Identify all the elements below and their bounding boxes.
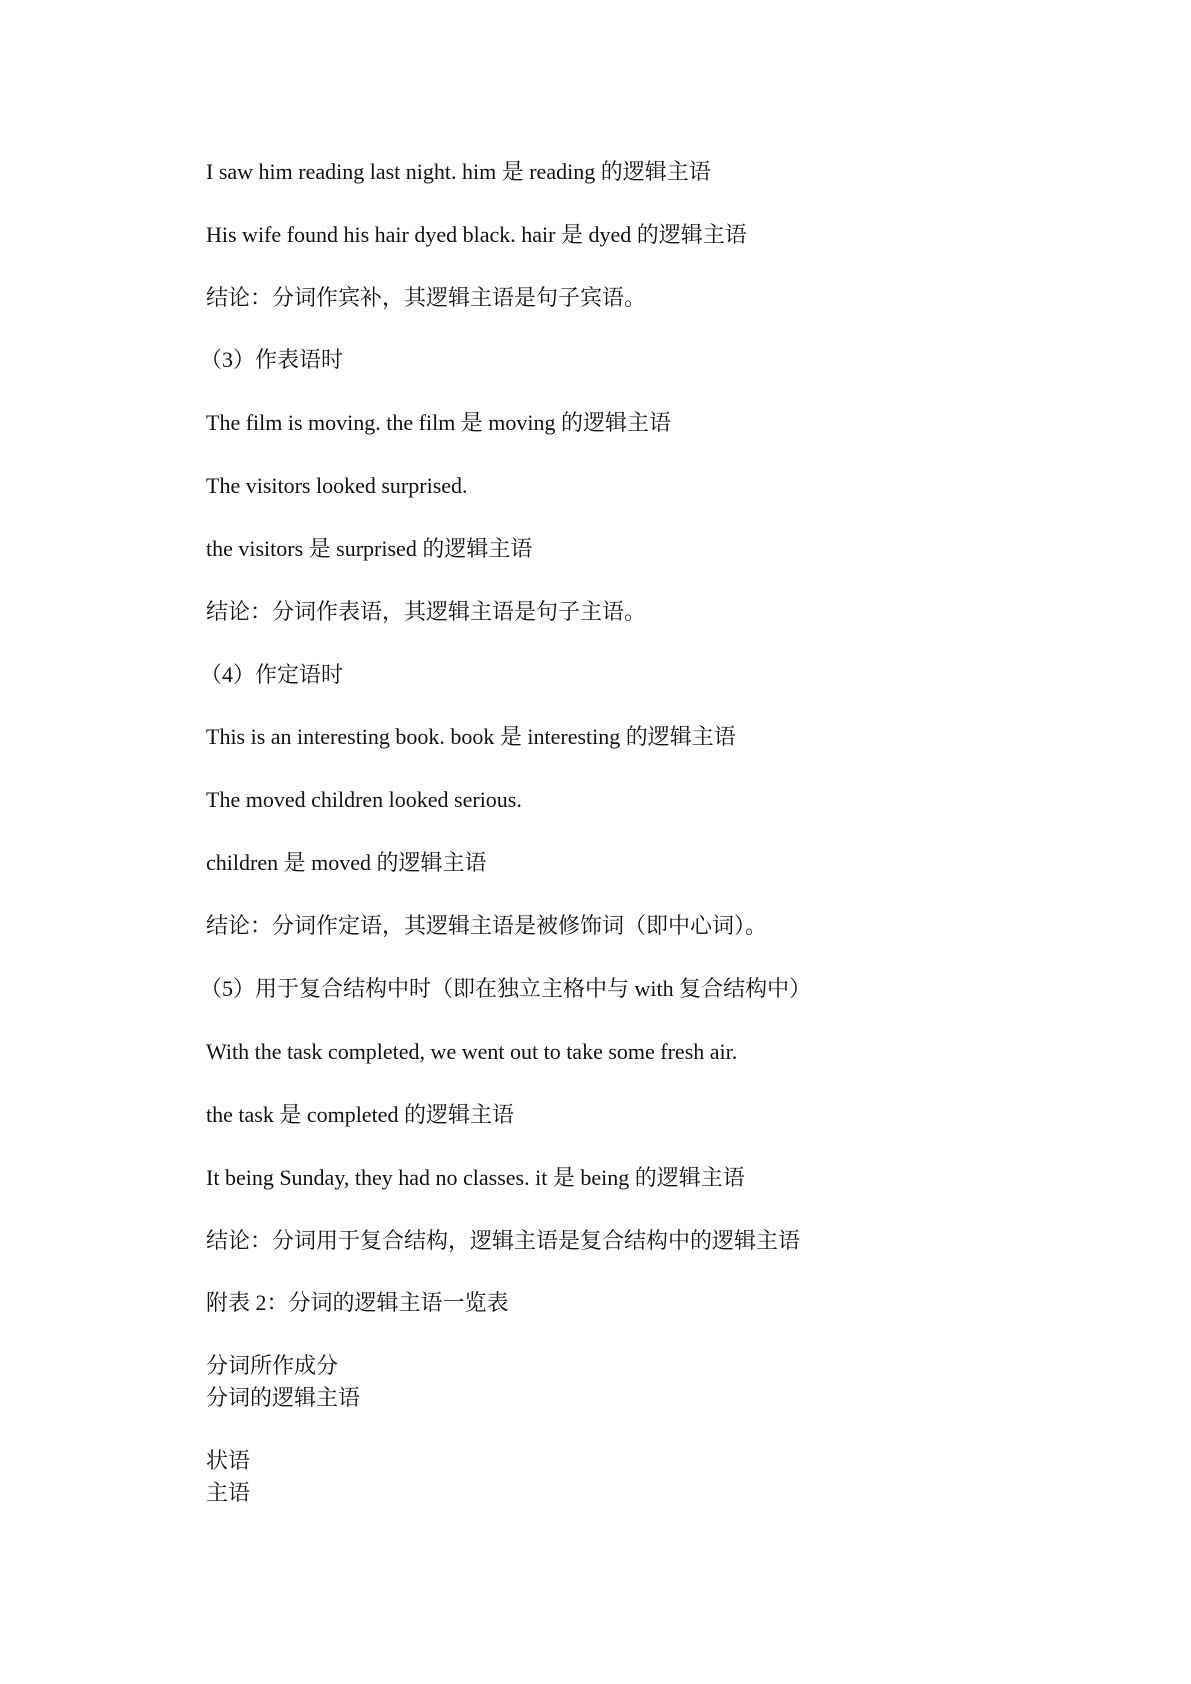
conclusion-text: 结论：分词作宾补，其逻辑主语是句子宾语。 [206, 285, 647, 310]
conclusion-text: 结论：分词作定语，其逻辑主语是被修饰词（即中心词）。 [206, 913, 768, 938]
section-heading: （5）用于复合结构中时（即在独立主格中与 with 复合结构中） [200, 976, 812, 1001]
table-cell: 主语 [206, 1480, 251, 1505]
example-sentence: His wife found his hair dyed black. hair 是 dyed 的逻辑主语 [206, 222, 747, 247]
example-sentence: The visitors looked surprised. [206, 473, 468, 498]
section-heading: （4）作定语时 [200, 662, 344, 687]
explanation-text: the visitors 是 surprised 的逻辑主语 [206, 536, 533, 561]
section-heading: （3）作表语时 [200, 347, 344, 372]
table-cell: 状语 [206, 1448, 251, 1473]
example-sentence: It being Sunday, they had no classes. it 是 being 的逻辑主语 [206, 1165, 745, 1190]
conclusion-text: 结论：分词作表语，其逻辑主语是句子主语。 [206, 599, 647, 624]
table-header-cell: 分词的逻辑主语 [206, 1385, 361, 1410]
explanation-text: children 是 moved 的逻辑主语 [206, 850, 487, 875]
appendix-title: 附表 2：分词的逻辑主语一览表 [206, 1290, 509, 1315]
example-sentence: The moved children looked serious. [206, 787, 522, 812]
explanation-text: the task 是 completed 的逻辑主语 [206, 1102, 514, 1127]
example-sentence: This is an interesting book. book 是 interesting 的逻辑主语 [206, 724, 736, 749]
example-sentence: The film is moving. the film 是 moving 的逻辑主语 [206, 410, 672, 435]
example-sentence: With the task completed, we went out to take some fresh air. [206, 1039, 738, 1064]
conclusion-text: 结论：分词用于复合结构，逻辑主语是复合结构中的逻辑主语 [206, 1228, 801, 1253]
example-sentence: I saw him reading last night. him 是 reading 的逻辑主语 [206, 159, 711, 184]
table-header-cell: 分词所作成分 [206, 1353, 339, 1378]
